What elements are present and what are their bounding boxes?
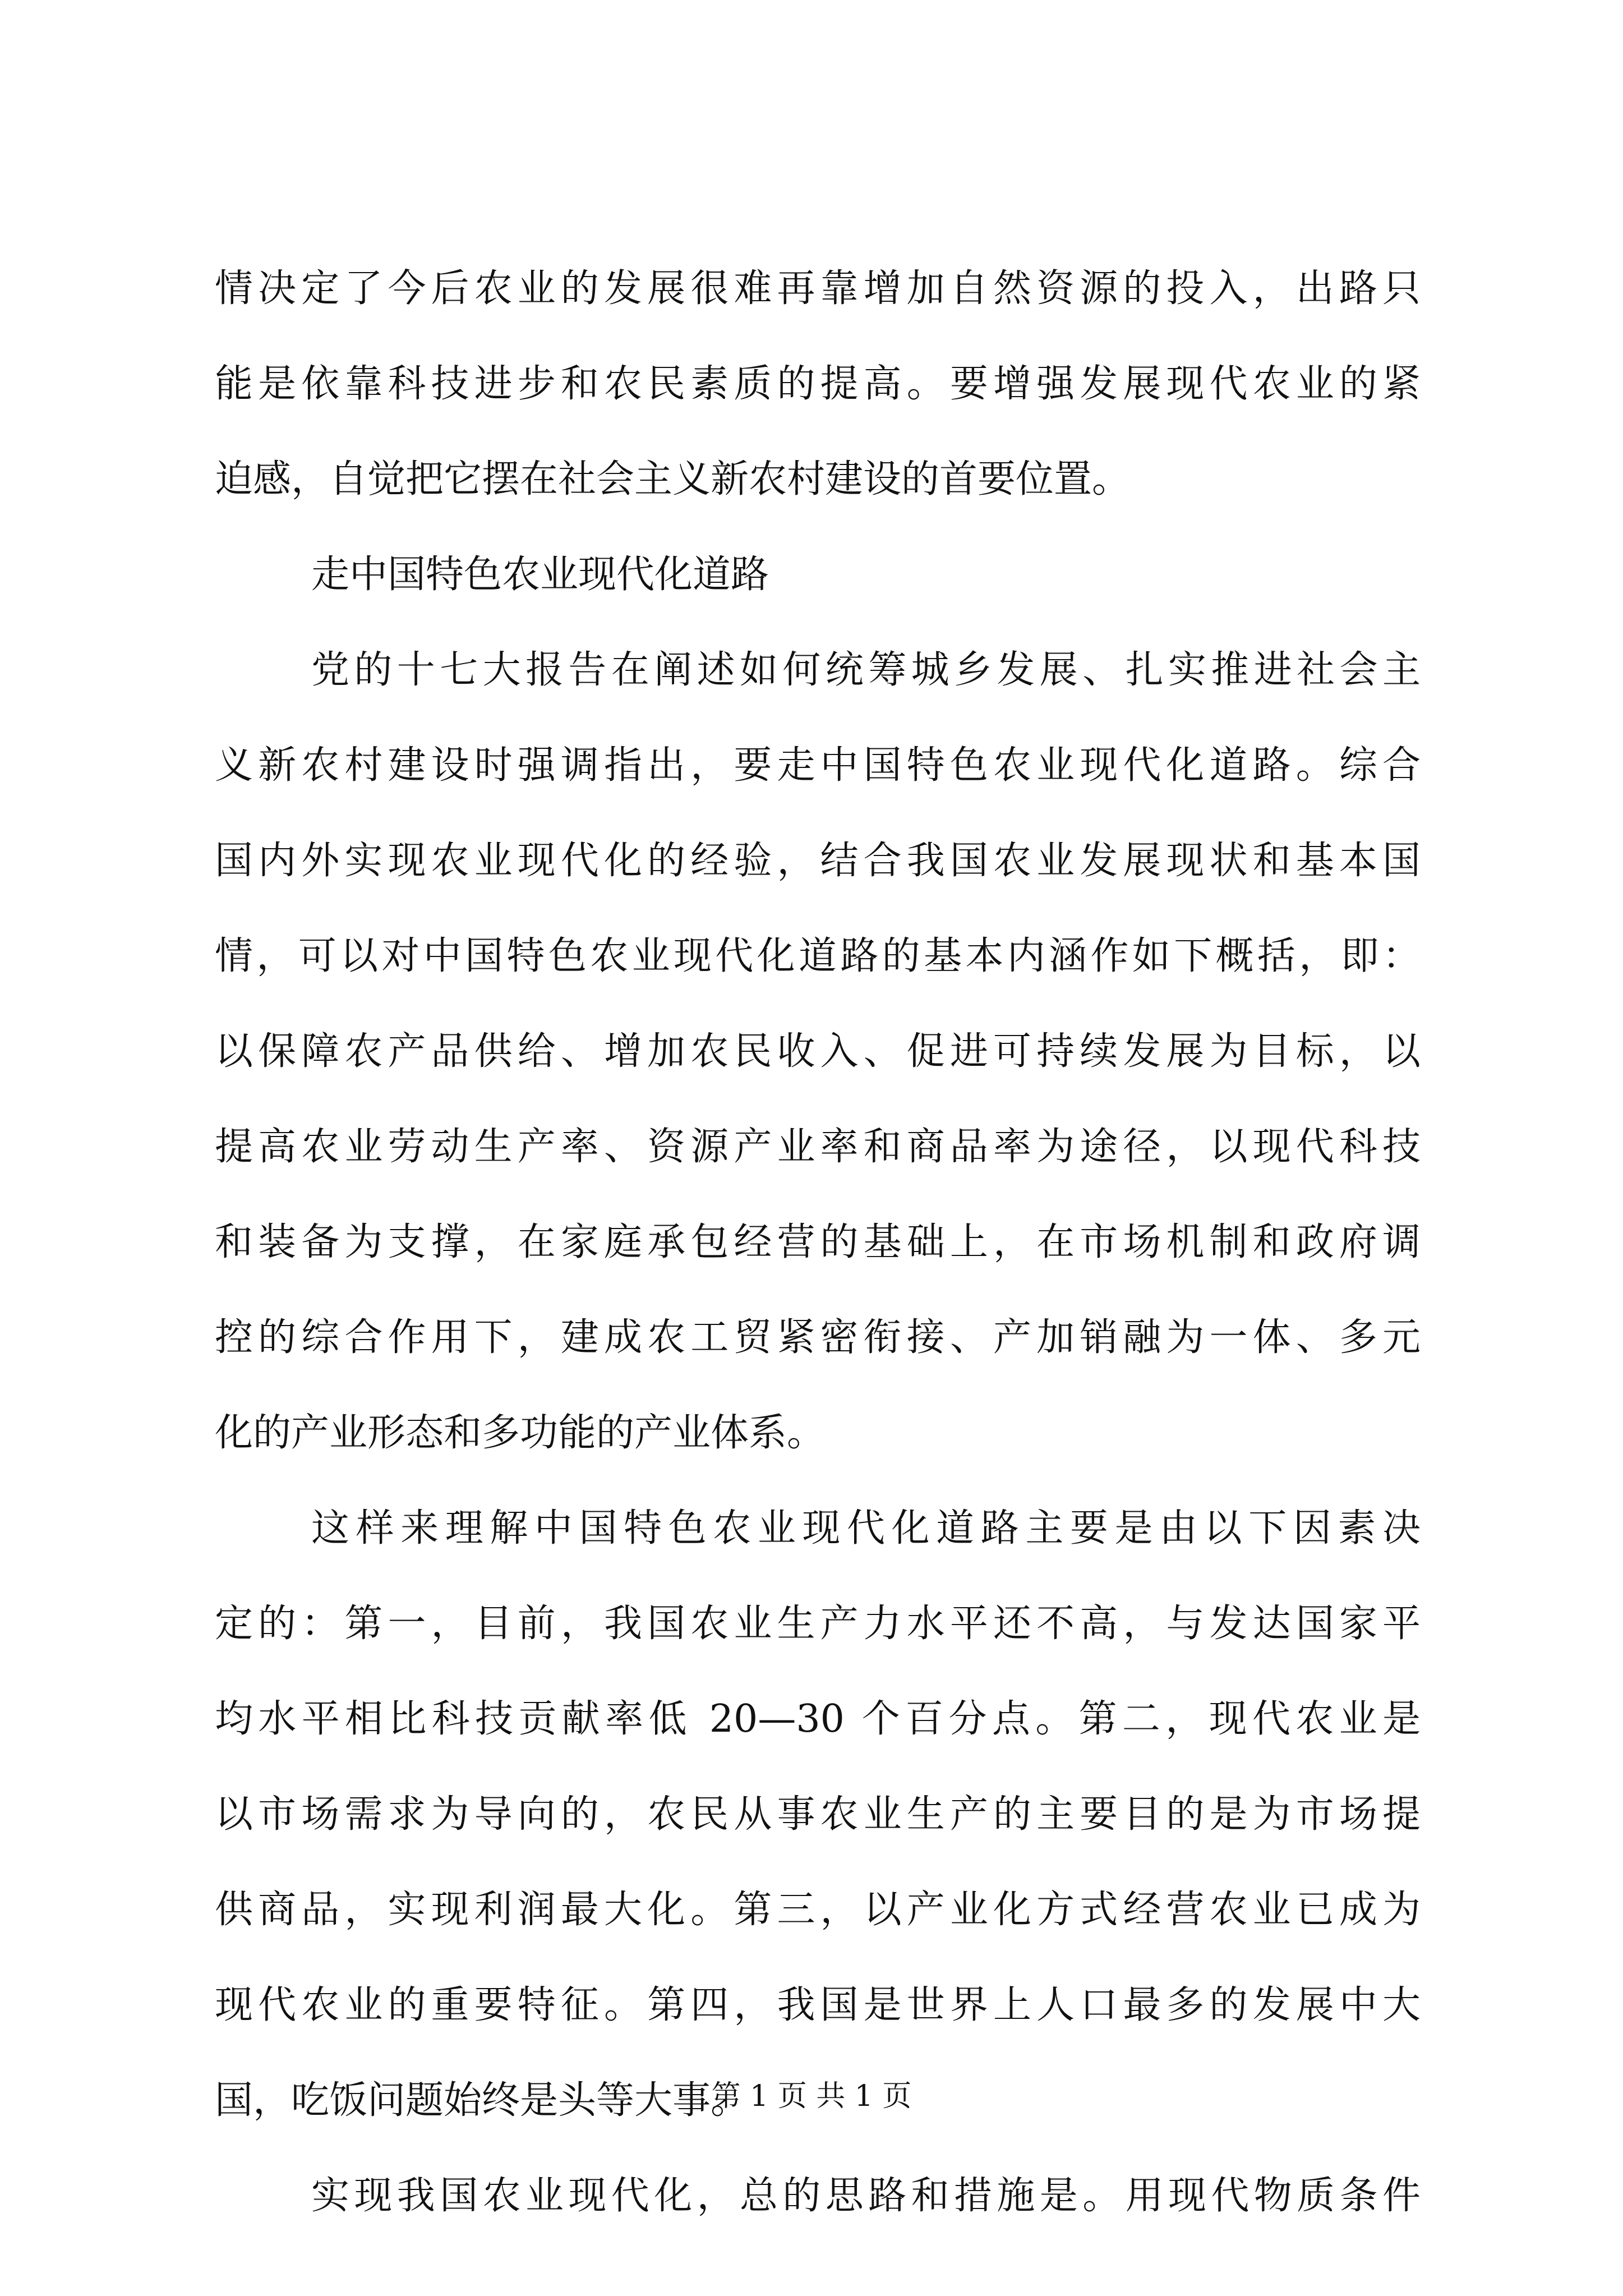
page-number-label: 第 1 页 共 1 页 [711,2079,912,2113]
text-line: 这样来理解中国特色农业现代化道路主要是由以下因素决 [311,1506,1421,1550]
text-line: 实现我国农业现代化，总的思路和措施是。用现代物质条件 [311,2174,1421,2218]
text-line: 国内外实现农业现代化的经验，结合我国农业发展现状和基本国 [215,839,1421,883]
text-line: 控的综合作用下，建成农工贸紧密衔接、产加销融为一体、多元 [215,1315,1421,1360]
text-line: 党的十七大报告在阐述如何统筹城乡发展、扎实推进社会主 [311,648,1421,692]
text-line: 国，吃饭问题始终是头等大事。 [215,2078,749,2123]
text-line: 迫感，自觉把它摆在社会主义新农村建设的首要位置。 [215,457,1131,501]
text-line: 以市场需求为导向的，农民从事农业生产的主要目的是为市场提 [215,1792,1421,1837]
document-body [215,265,1421,2267]
text-line: 义新农村建设时强调指出，要走中国特色农业现代化道路。综合 [215,743,1421,788]
text-line: 和装备为支撑，在家庭承包经营的基础上，在市场机制和政府调 [215,1220,1421,1264]
text-line: 情决定了今后农业的发展很难再靠增加自然资源的投入，出路只 [215,266,1421,311]
page-footer [0,2078,1623,2115]
text-line: 情，可以对中国特色农业现代化道路的基本内涵作如下概括，即： [215,934,1421,978]
text-line: 供商品，实现利润最大化。第三，以产业化方式经营农业已成为 [215,1888,1421,1932]
text-line: 能是依靠科技进步和农民素质的提高。要增强发展现代农业的紧 [215,362,1421,406]
text-line: 以保障农产品供给、增加农民收入、促进可持续发展为目标，以 [215,1029,1421,1074]
text-line: 均水平相比科技贡献率低 20—30 个百分点。第二，现代农业是 [215,1697,1421,1741]
section-heading: 走中国特色农业现代化道路 [311,553,769,597]
text-line: 化的产业形态和多功能的产业体系。 [215,1411,826,1455]
text-line: 现代农业的重要特征。第四，我国是世界上人口最多的发展中大 [215,1983,1421,2027]
text-line: 提高农业劳动生产率、资源产业率和商品率为途径，以现代科技 [215,1125,1421,1169]
text-line: 定的：第一，目前，我国农业生产力水平还不高，与发达国家平 [215,1602,1421,1646]
